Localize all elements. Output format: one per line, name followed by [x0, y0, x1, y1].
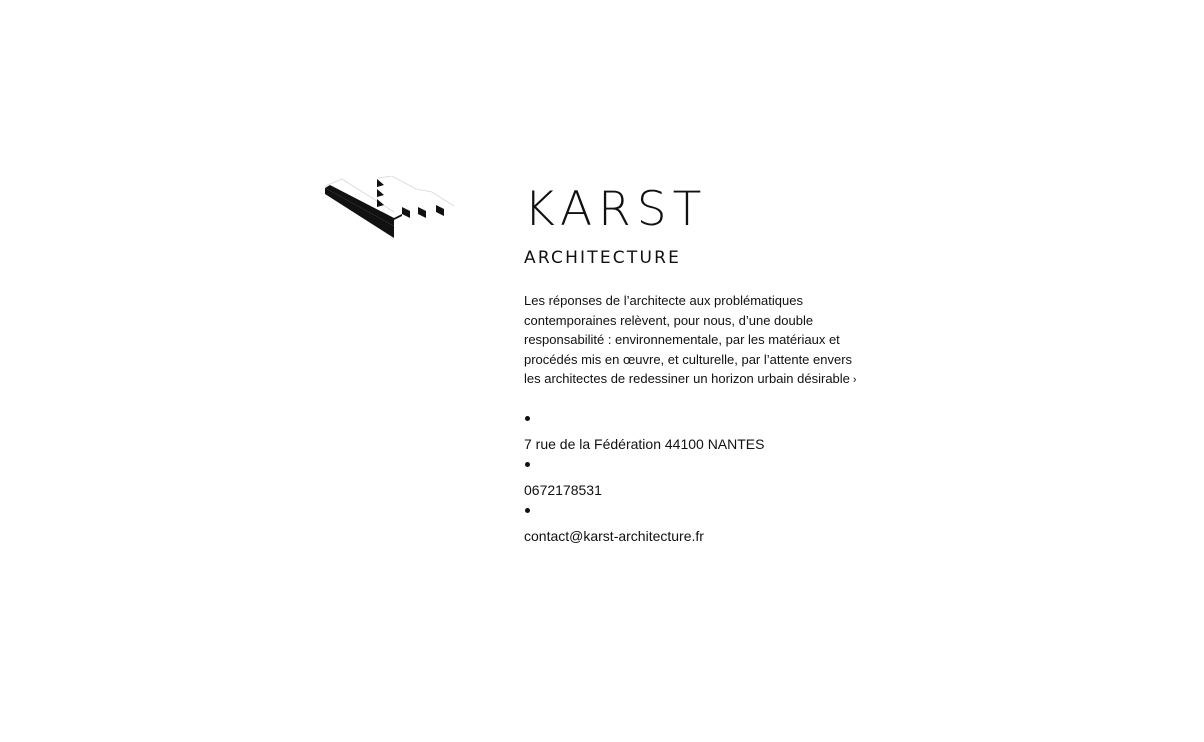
main-content	[524, 182, 869, 545]
brand-subtitle: ARCHITECTURE	[524, 248, 682, 268]
email-link[interactable]: contact@karst-architecture.fr	[524, 527, 704, 544]
bullet-icon	[525, 462, 530, 467]
brand-title: KARST	[524, 182, 708, 237]
contact-item-email	[524, 508, 869, 545]
contact-item-address	[524, 416, 869, 453]
contact-list	[524, 416, 869, 545]
phone-link[interactable]: 0672178531	[524, 481, 602, 498]
intro-text: Les réponses de l’architecte aux problématiques contemporaines relèvent, pour nous, d’une double responsabilité : environnementale, par les matériaux et procédés mis en œuvre, et culturelle, par l’attente envers les architectes de redessiner un horizon urbain désirable	[524, 293, 853, 386]
bullet-icon	[525, 508, 530, 513]
intro-paragraph	[524, 291, 864, 391]
karst-logo-icon	[322, 176, 458, 242]
chevron-right-icon[interactable]: ›	[852, 374, 857, 386]
address-text: 7 rue de la Fédération 44100 NANTES	[524, 435, 765, 452]
bullet-icon	[525, 416, 530, 421]
contact-item-phone	[524, 462, 869, 499]
